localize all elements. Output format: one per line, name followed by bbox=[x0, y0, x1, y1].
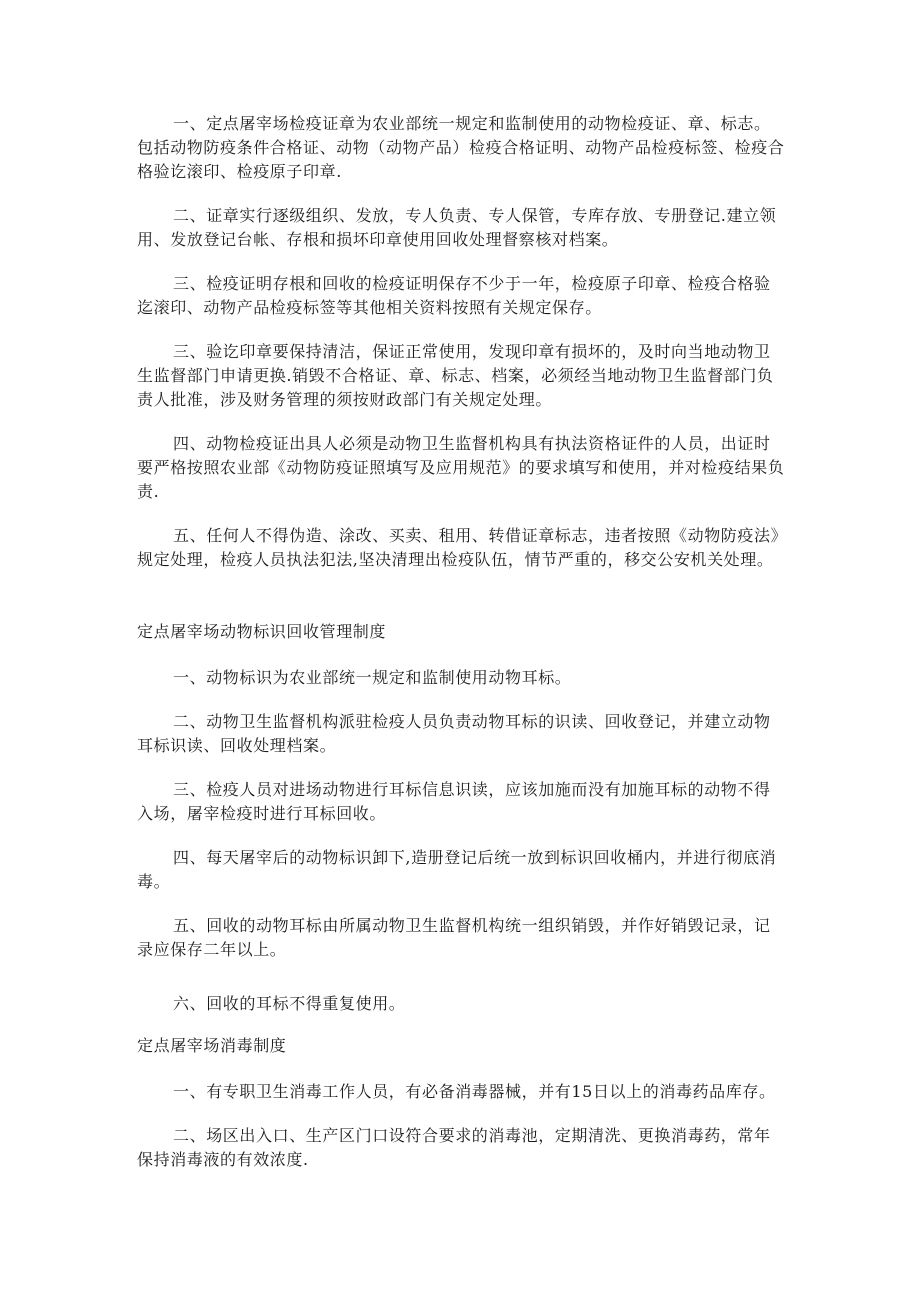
paragraph-tag-1: 一、动物标识为农业部统一规定和监制使用动物耳标。 bbox=[173, 668, 572, 687]
paragraph-tag-5: 五、回收的动物耳标由所属动物卫生监督机构统一组织销毁，并作好销毁记录，记录应保存二年以上。 bbox=[137, 916, 771, 959]
paragraph-cert-4: 三、验讫印章要保持清洁，保证正常使用，发现印章有损坏的，及时向当地动物卫生监督部门申请更换.销毁不合格证、章、标志、档案，必须经当地动物卫生监督部门负责人批准，涉及财务管理的须按财政部门有关规定处理。 bbox=[137, 342, 774, 409]
section-title-disinfection: 定点屠宰场消毒制度 bbox=[137, 1036, 287, 1055]
section-title-ear-tag: 定点屠宰场动物标识回收管理制度 bbox=[137, 622, 387, 641]
paragraph-cert-2: 二、证章实行逐级组织、发放，专人负责、专人保管，专库存放、专册登记.建立领用、发放登记台帐、存根和损坏印章使用回收处理督察核对档案。 bbox=[137, 206, 777, 249]
paragraph-tag-2: 二、动物卫生监督机构派驻检疫人员负责动物耳标的识读、回收登记，并建立动物耳标识读、回收处理档案。 bbox=[137, 712, 771, 755]
paragraph-cert-5: 四、动物检疫证出具人必须是动物卫生监督机构具有执法资格证件的人员，出证时要严格按照农业部《动物防疫证照填写及应用规范》的要求填写和使用，并对检疫结果负责. bbox=[137, 434, 785, 501]
paragraph-cert-6: 五、任何人不得伪造、涂改、买卖、租用、转借证章标志，违者按照《动物防疫法》规定处理，检疫人员执法犯法,坚决清理出检疫队伍，情节严重的，移交公安机关处理。 bbox=[137, 526, 780, 569]
paragraph-tag-6: 六、回收的耳标不得重复使用。 bbox=[173, 994, 406, 1013]
paragraph-cert-3: 三、检疫证明存根和回收的检疫证明保存不少于一年，检疫原子印章、检疫合格验迄滚印、动物产品检疫标签等其他相关资料按照有关规定保存。 bbox=[137, 274, 771, 317]
paragraph-tag-3: 三、检疫人员对进场动物进行耳标信息识读，应该加施而没有加施耳标的动物不得入场，屠宰检疫时进行耳标回收。 bbox=[137, 780, 771, 823]
paragraph-tag-4: 四、每天屠宰后的动物标识卸下,造册登记后统一放到标识回收桶内，并进行彻底消毒。 bbox=[137, 848, 777, 891]
paragraph-cert-1: 一、定点屠宰场检疫证章为农业部统一规定和监制使用的动物检疫证、章、标志。包括动物防疫条件合格证、动物（动物产品）检疫合格证明、动物产品检疫标签、检疫合格验讫滚印、检疫原子印章. bbox=[137, 114, 785, 181]
paragraph-disinfect-1: 一、有专职卫生消毒工作人员，有必备消毒器械，并有15日以上的消毒药品库存。 bbox=[173, 1082, 776, 1101]
paragraph-disinfect-2: 二、场区出入口、生产区门口设符合要求的消毒池，定期清洗、更换消毒药，常年保持消毒液的有效浓度. bbox=[137, 1126, 771, 1169]
